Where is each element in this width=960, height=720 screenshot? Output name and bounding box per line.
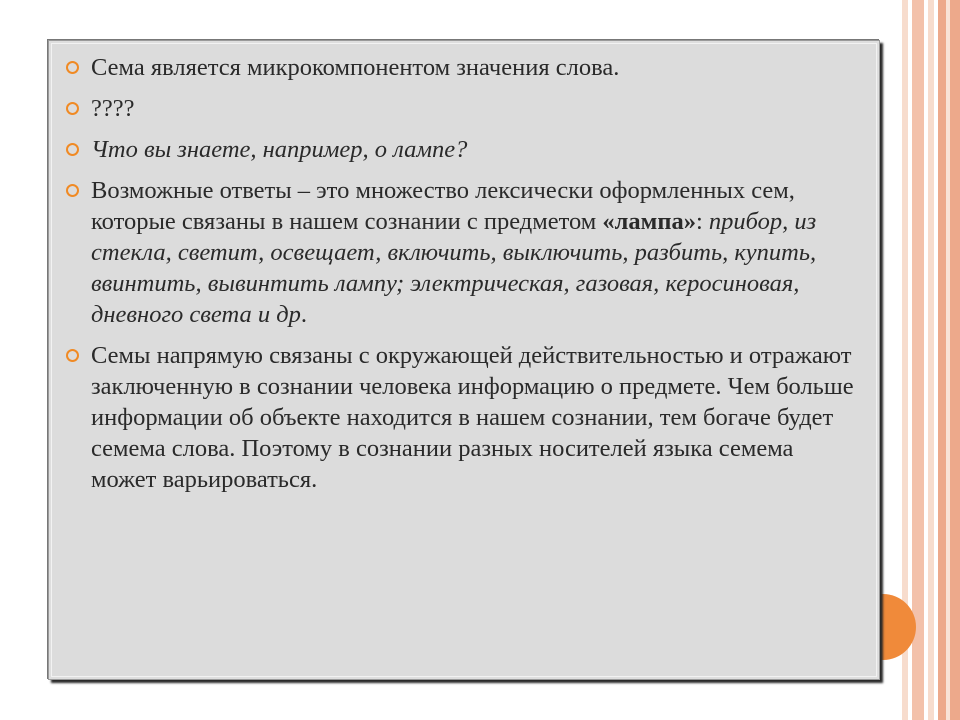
circle-bullet-icon <box>66 61 79 74</box>
list-item <box>66 340 856 495</box>
list-item <box>66 52 856 83</box>
list-item <box>66 134 856 165</box>
list-item <box>66 175 856 330</box>
circle-bullet-icon <box>66 184 79 197</box>
list-item <box>66 93 856 124</box>
bullet-text: Семы напрямую связаны с окружающей действительностью и отражают заключенную в сознании человека информацию о предмете. Чем больше информации об объекте находится в нашем сознании, тем богаче будет семема слова. Поэтому в сознании разных носителей языка семема может варьироваться. <box>91 342 854 493</box>
circle-bullet-icon <box>66 143 79 156</box>
stripe <box>946 0 950 720</box>
bullet-bold-term: «лампа» <box>602 208 696 235</box>
bullet-text: ???? <box>91 95 135 122</box>
bullet-italic-examples: прибор, из стекла, светит, освещает, включить, выключить, разбить, купить, ввинтить, вывинтить лампу; электрическая, газовая, керосиновая, дневного света и др <box>91 208 817 328</box>
content-panel-inner <box>51 43 877 677</box>
bullet-text: Возможные ответы – это множество лексически оформленных сем, которые связаны в нашем сознании с предметом <box>91 177 795 235</box>
bullet-end: . <box>300 301 307 328</box>
bullet-colon: : <box>695 208 709 235</box>
stripe <box>912 0 924 720</box>
circle-bullet-icon <box>66 349 79 362</box>
content-panel <box>48 40 880 680</box>
bullet-text: Что вы знаете, например, о лампе? <box>91 136 468 163</box>
circle-bullet-icon <box>66 102 79 115</box>
stripe <box>928 0 934 720</box>
bullet-text: Сема является микрокомпонентом значения слова. <box>91 54 620 81</box>
bullet-list <box>66 52 856 505</box>
